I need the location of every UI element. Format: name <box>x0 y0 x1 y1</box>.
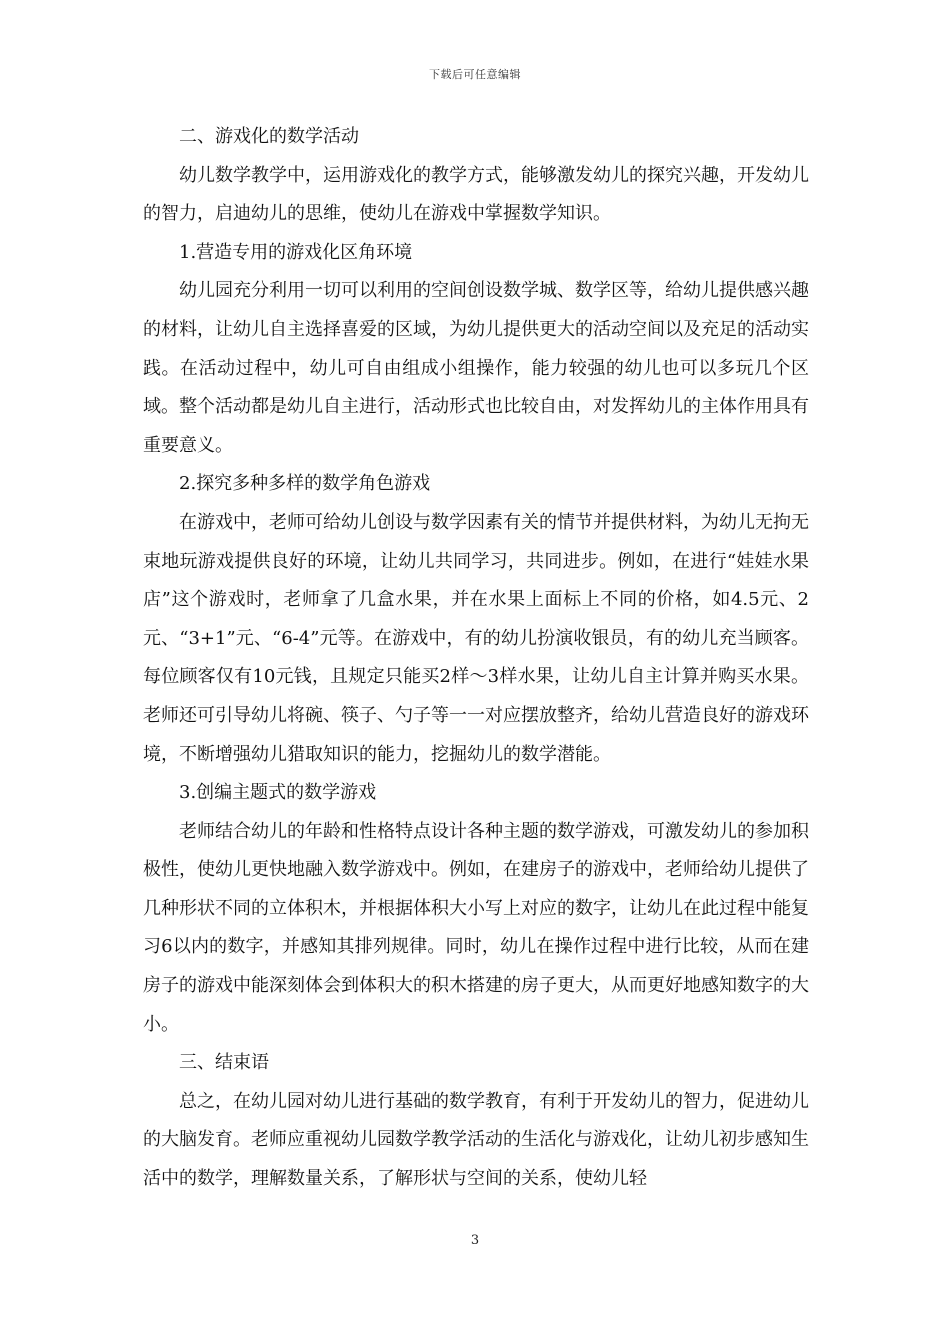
section-heading-2: 二、游戏化的数学活动 <box>179 126 359 147</box>
subsection-heading-2-3: 3.创编主题式的数学游戏 <box>179 782 377 804</box>
subsection-heading-2-2: 2.探究多种多样的数学角色游戏 <box>179 473 431 495</box>
paragraph-2: 幼儿园充分利用一切可以利用的空间创设数学城、数学区等，给幼儿提供感兴趣的材料，让幼儿自主选择喜爱的区域，为幼儿提供更大的活动空间以及充足的活动实践。在活动过程中，幼儿可自由组成小组操作，能力较强的幼儿也可以多玩几个区域。整个活动都是幼儿自主进行，活动形式也比较自由，对发挥幼儿的主体作用具有重要意义。 <box>143 280 809 456</box>
paragraph-5: 总之，在幼儿园对幼儿进行基础的数学教育，有利于开发幼儿的智力，促进幼儿的大脑发育。老师应重视幼儿园数学教学活动的生活化与游戏化，让幼儿初步感知生活中的数学，理解数量关系，了解形状与空间的关系，使幼儿轻 <box>143 1090 809 1190</box>
subsection-heading-2-1: 1.营造专用的游戏化区角环境 <box>179 241 413 263</box>
paragraph-4: 老师结合幼儿的年龄和性格特点设计各种主题的数学游戏，可激发幼儿的参加积极性，使幼儿更快地融入数学游戏中。例如，在建房子的游戏中，老师给幼儿提供了几种形状不同的立体积木，并根据体积大小写上对应的数字，让幼儿在此过程中能复习6以内的数字，并感知其排列规律。同时，幼儿在操作过程中进行比较，从而在建房子的游戏中能深刻体会到体积大的积木搭建的房子更大，从而更好地感知数字的大小。 <box>143 820 809 1035</box>
page-number: 3 <box>470 1233 480 1248</box>
page-header: 下载后可任意编辑 <box>429 68 521 81</box>
paragraph-1: 幼儿数学教学中，运用游戏化的教学方式，能够激发幼儿的探究兴趣，开发幼儿的智力，启迪幼儿的思维，使幼儿在游戏中掌握数学知识。 <box>143 164 809 225</box>
section-heading-3: 三、结束语 <box>179 1052 269 1074</box>
paragraph-3: 在游戏中，老师可给幼儿创设与数学因素有关的情节并提供材料，为幼儿无拘无束地玩游戏提供良好的环境，让幼儿共同学习，共同进步。例如，在进行“娃娃水果店”这个游戏时，老师拿了几盒水果，并在水果上面标上不同的价格，如4.5元、2元、“3+1”元、“6-4”元等。在游戏中，有的幼儿扮演收银员，有的幼儿充当顾客。每位顾客仅有10元钱，且规定只能买2样～3样水果，让幼儿自主计算并购买水果。老师还可引导幼儿将碗、筷子、勺子等一一对应摆放整齐，给幼儿营造良好的游戏环境，不断增强幼儿猎取知识的能力，挖掘幼儿的数学潜能。 <box>143 511 809 765</box>
document-body <box>143 118 809 1199</box>
